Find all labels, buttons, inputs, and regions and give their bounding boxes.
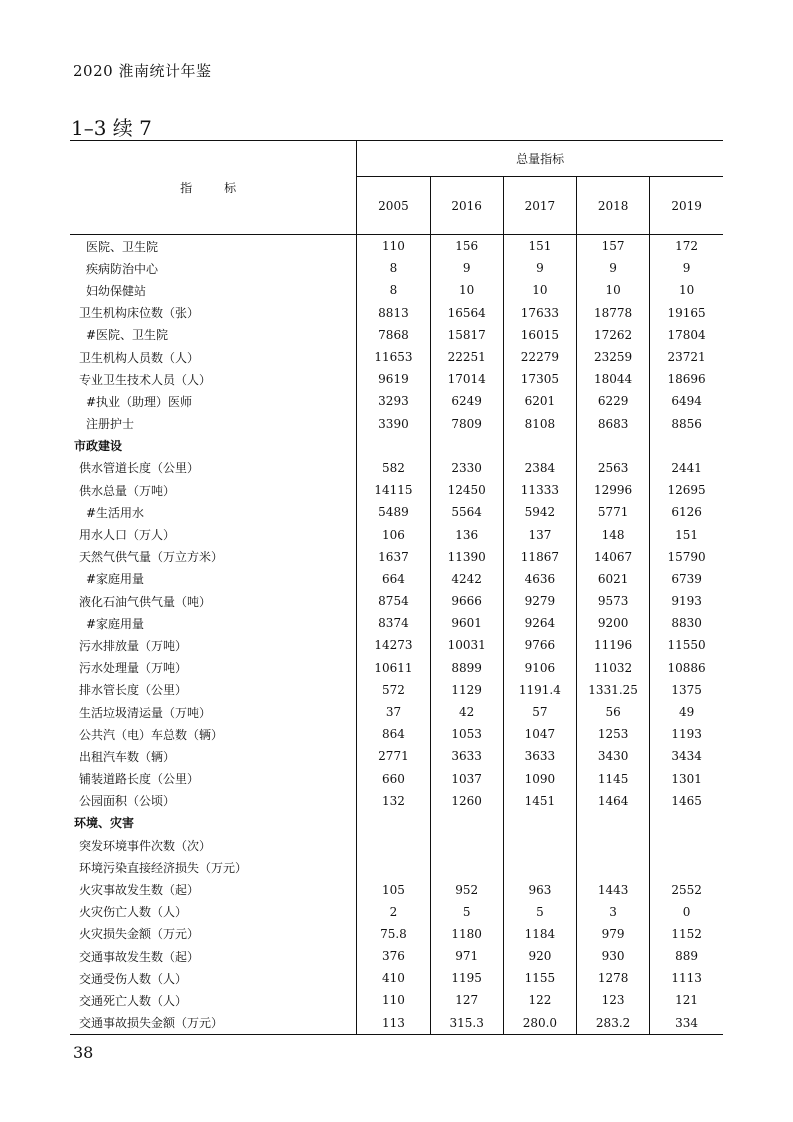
value-cell: 11196 (577, 634, 650, 656)
value-cell (357, 834, 430, 856)
table-row (70, 523, 723, 545)
value-cell: 1129 (430, 679, 503, 701)
value-cell: 889 (650, 945, 723, 967)
row-label: 污水处理量（万吨） (79, 661, 188, 676)
value-cell: 8683 (577, 413, 650, 435)
value-cell: 979 (577, 923, 650, 945)
value-cell (503, 812, 576, 834)
value-cell: 14273 (357, 634, 430, 656)
value-cell: 6229 (577, 390, 650, 412)
table-row (70, 346, 723, 368)
table-row (70, 546, 723, 568)
value-cell (650, 435, 723, 457)
value-cell (430, 812, 503, 834)
value-cell: 12996 (577, 479, 650, 501)
value-cell: 9666 (430, 590, 503, 612)
year-header: 2005 (357, 177, 430, 235)
row-label: 医院、卫生院 (86, 239, 159, 254)
value-cell: 5489 (357, 501, 430, 523)
value-cell: 14115 (357, 479, 430, 501)
value-cell: 6494 (650, 390, 723, 412)
value-cell (357, 812, 430, 834)
value-cell: 42 (430, 701, 503, 723)
value-cell: 10 (503, 279, 576, 301)
value-cell (503, 856, 576, 878)
value-cell: 9573 (577, 590, 650, 612)
row-label: 出租汽车数（辆） (79, 749, 176, 764)
value-cell: 105 (357, 878, 430, 900)
value-cell: 37 (357, 701, 430, 723)
value-cell: 8754 (357, 590, 430, 612)
value-cell: 7868 (357, 324, 430, 346)
row-label: 交通事故损失金额（万元） (70, 1012, 357, 1035)
value-cell: 9766 (503, 634, 576, 656)
value-cell (357, 856, 430, 878)
value-cell (503, 435, 576, 457)
value-cell: 376 (357, 945, 430, 967)
page-number: 38 (73, 1043, 94, 1062)
value-cell: 5 (430, 901, 503, 923)
table-row (70, 501, 723, 523)
value-cell: 952 (430, 878, 503, 900)
value-cell: 9 (503, 257, 576, 279)
value-cell: 10 (577, 279, 650, 301)
table-body (70, 235, 723, 1035)
value-cell: 283.2 (577, 1012, 650, 1035)
value-cell: 7809 (430, 413, 503, 435)
value-cell (503, 834, 576, 856)
value-cell: 23259 (577, 346, 650, 368)
year-header: 2019 (650, 177, 723, 235)
value-cell: 1184 (503, 923, 576, 945)
value-cell: 9200 (577, 612, 650, 634)
table-row (70, 967, 723, 989)
table-row (70, 945, 723, 967)
value-cell: 10886 (650, 657, 723, 679)
value-cell: 113 (357, 1012, 430, 1035)
value-cell: 1145 (577, 768, 650, 790)
table-row (70, 901, 723, 923)
value-cell: 56 (577, 701, 650, 723)
value-cell: 3434 (650, 745, 723, 767)
value-cell: 8856 (650, 413, 723, 435)
table-row (70, 457, 723, 479)
value-cell: 1195 (430, 967, 503, 989)
value-cell: 971 (430, 945, 503, 967)
value-cell: 3 (577, 901, 650, 923)
value-cell: 963 (503, 878, 576, 900)
value-cell: 3390 (357, 413, 430, 435)
table-row (70, 856, 723, 878)
value-cell: 18044 (577, 368, 650, 390)
value-cell: 1053 (430, 723, 503, 745)
value-cell: 49 (650, 701, 723, 723)
value-cell: 334 (650, 1012, 723, 1035)
row-label: #生活用水 (86, 505, 145, 520)
value-cell: 11032 (577, 657, 650, 679)
value-cell: 75.8 (357, 923, 430, 945)
value-cell: 3633 (503, 745, 576, 767)
value-cell: 172 (650, 235, 723, 258)
section-label: 市政建设 (74, 439, 123, 454)
row-label: 供水管道长度（公里） (79, 461, 200, 476)
table-row (70, 745, 723, 767)
table-row (70, 590, 723, 612)
value-cell: 6126 (650, 501, 723, 523)
value-cell: 10611 (357, 657, 430, 679)
table-row (70, 701, 723, 723)
value-cell: 17804 (650, 324, 723, 346)
value-cell: 8374 (357, 612, 430, 634)
table-row (70, 479, 723, 501)
table-row (70, 257, 723, 279)
value-cell (650, 834, 723, 856)
row-label: 天然气供气量（万立方米） (79, 550, 224, 565)
value-cell: 15817 (430, 324, 503, 346)
row-label: 交通受伤人数（人） (79, 971, 188, 986)
row-label: #家庭用量 (86, 616, 145, 631)
row-label: 生活垃圾清运量（万吨） (79, 705, 212, 720)
value-cell (577, 856, 650, 878)
value-cell: 11867 (503, 546, 576, 568)
value-cell: 127 (430, 989, 503, 1011)
row-label: 用水人口（万人） (79, 528, 176, 543)
section-label: 环境、灾害 (74, 816, 135, 831)
table-row (70, 790, 723, 812)
value-cell: 16564 (430, 302, 503, 324)
table-row (70, 989, 723, 1011)
value-cell: 1180 (430, 923, 503, 945)
value-cell: 1253 (577, 723, 650, 745)
value-cell (577, 435, 650, 457)
value-cell: 8899 (430, 657, 503, 679)
value-cell: 11390 (430, 546, 503, 568)
value-cell: 8813 (357, 302, 430, 324)
value-cell: 17262 (577, 324, 650, 346)
row-label: 火灾损失金额（万元） (79, 927, 200, 942)
value-cell: 6249 (430, 390, 503, 412)
value-cell: 1155 (503, 967, 576, 989)
value-cell: 17014 (430, 368, 503, 390)
value-cell: 110 (357, 235, 430, 258)
value-cell: 1637 (357, 546, 430, 568)
row-label: 公园面积（公顷） (79, 794, 176, 809)
group-header: 总量指标 (357, 141, 723, 177)
value-cell (577, 812, 650, 834)
row-label: #执业（助理）医师 (86, 394, 193, 409)
value-cell: 151 (650, 523, 723, 545)
value-cell: 12450 (430, 479, 503, 501)
row-label: #医院、卫生院 (86, 328, 169, 343)
value-cell: 2563 (577, 457, 650, 479)
value-cell: 2 (357, 901, 430, 923)
value-cell: 9 (650, 257, 723, 279)
table-row (70, 834, 723, 856)
row-label: 火灾伤亡人数（人） (79, 905, 188, 920)
value-cell: 1464 (577, 790, 650, 812)
value-cell: 280.0 (503, 1012, 576, 1035)
table-row (70, 413, 723, 435)
value-cell: 1113 (650, 967, 723, 989)
row-label: 疾病防治中心 (86, 261, 159, 276)
value-cell: 1152 (650, 923, 723, 945)
table-row (70, 279, 723, 301)
row-label: 环境污染直接经济损失（万元） (79, 860, 248, 875)
value-cell: 2330 (430, 457, 503, 479)
table-row (70, 657, 723, 679)
table-row (70, 634, 723, 656)
value-cell: 9 (430, 257, 503, 279)
value-cell: 664 (357, 568, 430, 590)
value-cell: 157 (577, 235, 650, 258)
row-label: 突发环境事件次数（次） (79, 838, 212, 853)
row-label: 铺装道路长度（公里） (79, 772, 200, 787)
value-cell: 22251 (430, 346, 503, 368)
value-cell: 8108 (503, 413, 576, 435)
value-cell: 9193 (650, 590, 723, 612)
value-cell: 572 (357, 679, 430, 701)
value-cell: 11653 (357, 346, 430, 368)
value-cell: 0 (650, 901, 723, 923)
value-cell: 9619 (357, 368, 430, 390)
value-cell (650, 856, 723, 878)
value-cell: 6021 (577, 568, 650, 590)
row-label: 火灾事故发生数（起） (79, 883, 200, 898)
value-cell: 137 (503, 523, 576, 545)
table-row (70, 878, 723, 900)
section-row (70, 812, 723, 834)
table-row (70, 368, 723, 390)
value-cell: 4242 (430, 568, 503, 590)
row-label: 妇幼保健站 (86, 283, 147, 298)
row-label: 液化石油气供气量（吨） (79, 594, 212, 609)
table-row (70, 235, 723, 258)
value-cell: 582 (357, 457, 430, 479)
value-cell: 136 (430, 523, 503, 545)
value-cell: 5564 (430, 501, 503, 523)
book-title: 2020 淮南统计年鉴 (73, 62, 212, 80)
value-cell: 18696 (650, 368, 723, 390)
value-cell: 10 (650, 279, 723, 301)
table-row (70, 1012, 723, 1035)
value-cell: 2384 (503, 457, 576, 479)
indicator-header: 指 标 (70, 141, 357, 235)
value-cell: 1443 (577, 878, 650, 900)
value-cell: 17633 (503, 302, 576, 324)
value-cell: 1331.25 (577, 679, 650, 701)
row-label: 注册护士 (86, 417, 135, 432)
value-cell: 151 (503, 235, 576, 258)
value-cell: 17305 (503, 368, 576, 390)
value-cell: 1260 (430, 790, 503, 812)
value-cell: 4636 (503, 568, 576, 590)
value-cell: 410 (357, 967, 430, 989)
value-cell: 2552 (650, 878, 723, 900)
value-cell: 11333 (503, 479, 576, 501)
value-cell: 9279 (503, 590, 576, 612)
value-cell: 110 (357, 989, 430, 1011)
value-cell: 5942 (503, 501, 576, 523)
value-cell: 9264 (503, 612, 576, 634)
value-cell: 16015 (503, 324, 576, 346)
value-cell: 10 (430, 279, 503, 301)
value-cell: 19165 (650, 302, 723, 324)
table-title: 1–3 续 7 (71, 116, 152, 140)
row-label: 卫生机构床位数（张） (79, 306, 200, 321)
section-row (70, 435, 723, 457)
value-cell: 1191.4 (503, 679, 576, 701)
value-cell (430, 435, 503, 457)
value-cell: 8830 (650, 612, 723, 634)
value-cell: 1451 (503, 790, 576, 812)
year-header: 2016 (430, 177, 503, 235)
row-label: 交通死亡人数（人） (79, 993, 188, 1008)
value-cell: 2441 (650, 457, 723, 479)
value-cell: 132 (357, 790, 430, 812)
value-cell: 11550 (650, 634, 723, 656)
table-row (70, 923, 723, 945)
value-cell: 5771 (577, 501, 650, 523)
value-cell: 1193 (650, 723, 723, 745)
value-cell (577, 834, 650, 856)
value-cell: 10031 (430, 634, 503, 656)
value-cell: 9601 (430, 612, 503, 634)
value-cell: 1047 (503, 723, 576, 745)
value-cell: 2771 (357, 745, 430, 767)
value-cell: 864 (357, 723, 430, 745)
value-cell: 1301 (650, 768, 723, 790)
value-cell: 1090 (503, 768, 576, 790)
row-label: 供水总量（万吨） (79, 483, 176, 498)
value-cell: 57 (503, 701, 576, 723)
table-row (70, 302, 723, 324)
value-cell (357, 435, 430, 457)
row-label: 专业卫生技术人员（人） (79, 372, 212, 387)
value-cell (430, 856, 503, 878)
value-cell: 8 (357, 257, 430, 279)
value-cell: 3293 (357, 390, 430, 412)
table-row (70, 723, 723, 745)
row-label: 公共汽（电）车总数（辆） (79, 727, 224, 742)
value-cell (430, 834, 503, 856)
value-cell: 6739 (650, 568, 723, 590)
value-cell: 315.3 (430, 1012, 503, 1035)
row-label: 卫生机构人员数（人） (79, 350, 200, 365)
value-cell: 122 (503, 989, 576, 1011)
value-cell: 14067 (577, 546, 650, 568)
value-cell: 920 (503, 945, 576, 967)
year-header: 2018 (577, 177, 650, 235)
value-cell: 1465 (650, 790, 723, 812)
row-label: #家庭用量 (86, 572, 145, 587)
table-row (70, 679, 723, 701)
value-cell: 660 (357, 768, 430, 790)
value-cell: 1375 (650, 679, 723, 701)
value-cell (650, 812, 723, 834)
row-label: 排水管长度（公里） (79, 683, 188, 698)
value-cell: 22279 (503, 346, 576, 368)
value-cell: 106 (357, 523, 430, 545)
value-cell: 15790 (650, 546, 723, 568)
value-cell: 148 (577, 523, 650, 545)
value-cell: 6201 (503, 390, 576, 412)
row-label: 交通事故发生数（起） (79, 949, 200, 964)
value-cell: 5 (503, 901, 576, 923)
value-cell: 18778 (577, 302, 650, 324)
value-cell: 123 (577, 989, 650, 1011)
table-row (70, 390, 723, 412)
value-cell: 3430 (577, 745, 650, 767)
table-row (70, 768, 723, 790)
row-label: 污水排放量（万吨） (79, 638, 188, 653)
table-row (70, 568, 723, 590)
value-cell: 930 (577, 945, 650, 967)
statistics-table (70, 140, 723, 1035)
table-row (70, 324, 723, 346)
value-cell: 8 (357, 279, 430, 301)
year-header: 2017 (503, 177, 576, 235)
value-cell: 9 (577, 257, 650, 279)
value-cell: 23721 (650, 346, 723, 368)
value-cell: 121 (650, 989, 723, 1011)
value-cell: 9106 (503, 657, 576, 679)
table-row (70, 612, 723, 634)
value-cell: 156 (430, 235, 503, 258)
value-cell: 1278 (577, 967, 650, 989)
value-cell: 1037 (430, 768, 503, 790)
value-cell: 12695 (650, 479, 723, 501)
value-cell: 3633 (430, 745, 503, 767)
